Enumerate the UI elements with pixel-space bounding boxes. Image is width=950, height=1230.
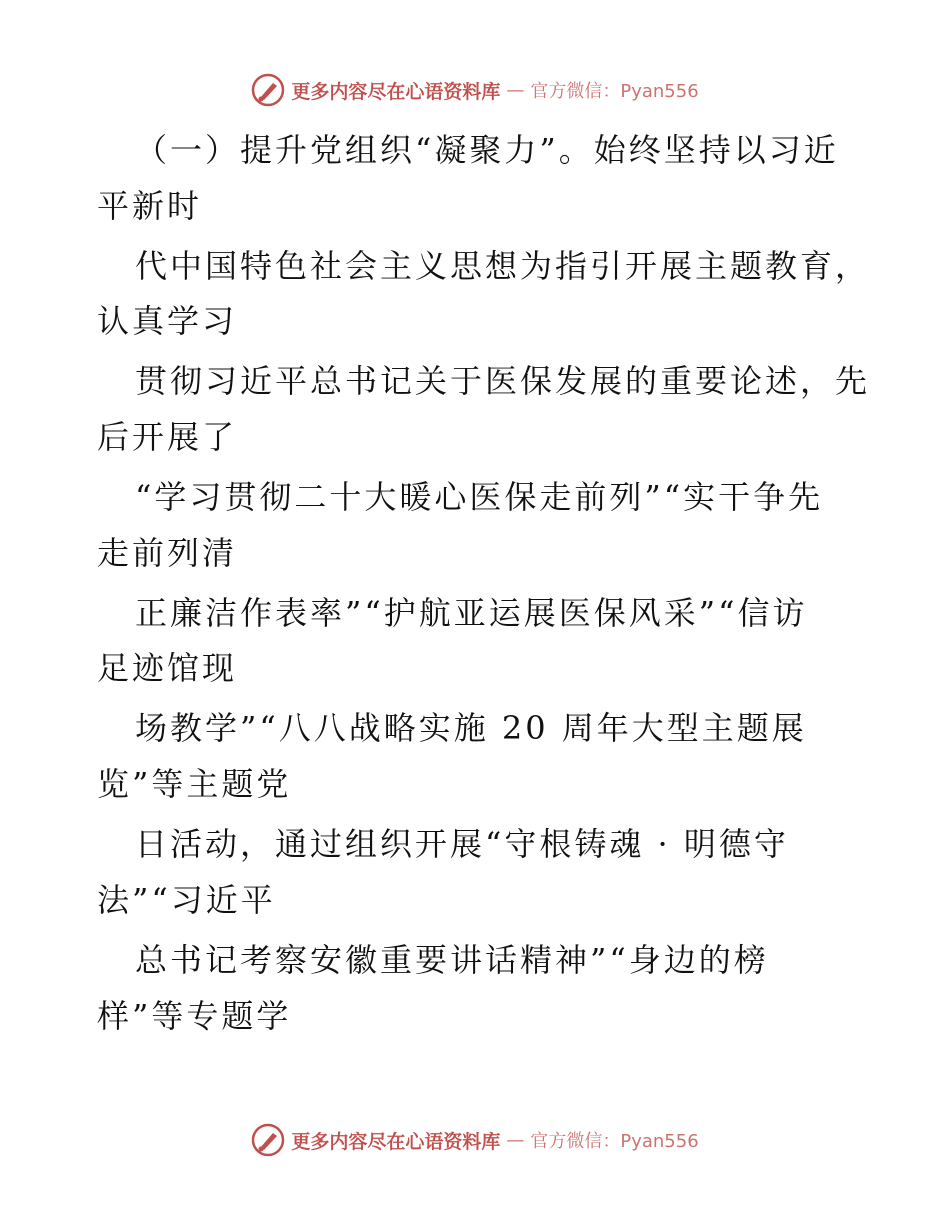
text-line: 法”“习近平 (97, 881, 276, 919)
header-banner (0, 70, 950, 110)
logo-pen-icon (251, 1123, 285, 1157)
text-line: 总书记考察安徽重要讲话精神”“身边的榜 (135, 941, 769, 979)
banner-contact: 官方微信：Pyan556 (530, 1131, 699, 1152)
banner-separator: — (506, 79, 525, 101)
text-line: 平新时 (97, 187, 203, 225)
text-line: 足迹馆现 (97, 649, 238, 687)
banner-contact: 官方微信：Pyan556 (530, 81, 699, 102)
text-line: 贯彻习近平总书记关于医保发展的重要论述，先 (135, 362, 871, 400)
text-line: 代中国特色社会主义思想为指引开展主题教育， (135, 247, 871, 285)
text-line: “学习贯彻二十大暖心医保走前列”“实干争先 (135, 478, 824, 516)
banner-separator: — (506, 1129, 525, 1151)
text-line: 后开展了 (97, 418, 238, 456)
logo-pen-icon (251, 73, 285, 107)
banner-brand: 更多内容尽在心语资料库 (291, 80, 501, 103)
text-line: 正廉洁作表率”“护航亚运展医保风采”“信访 (135, 594, 808, 632)
banner-brand: 更多内容尽在心语资料库 (291, 1130, 501, 1153)
text-line: 样”等专题学 (97, 997, 292, 1035)
text-line: 走前列清 (97, 534, 238, 572)
footer-banner (0, 1120, 950, 1160)
text-line: 认真学习 (97, 302, 238, 340)
text-line: 日活动，通过组织开展“守根铸魂 · 明德守 (135, 825, 789, 863)
text-line: （一）提升党组织“凝聚力”。始终坚持以习近 (135, 131, 839, 169)
text-line: 览”等主题党 (97, 765, 292, 803)
text-line: 场教学”“八八战略实施 20 周年大型主题展 (135, 709, 807, 747)
